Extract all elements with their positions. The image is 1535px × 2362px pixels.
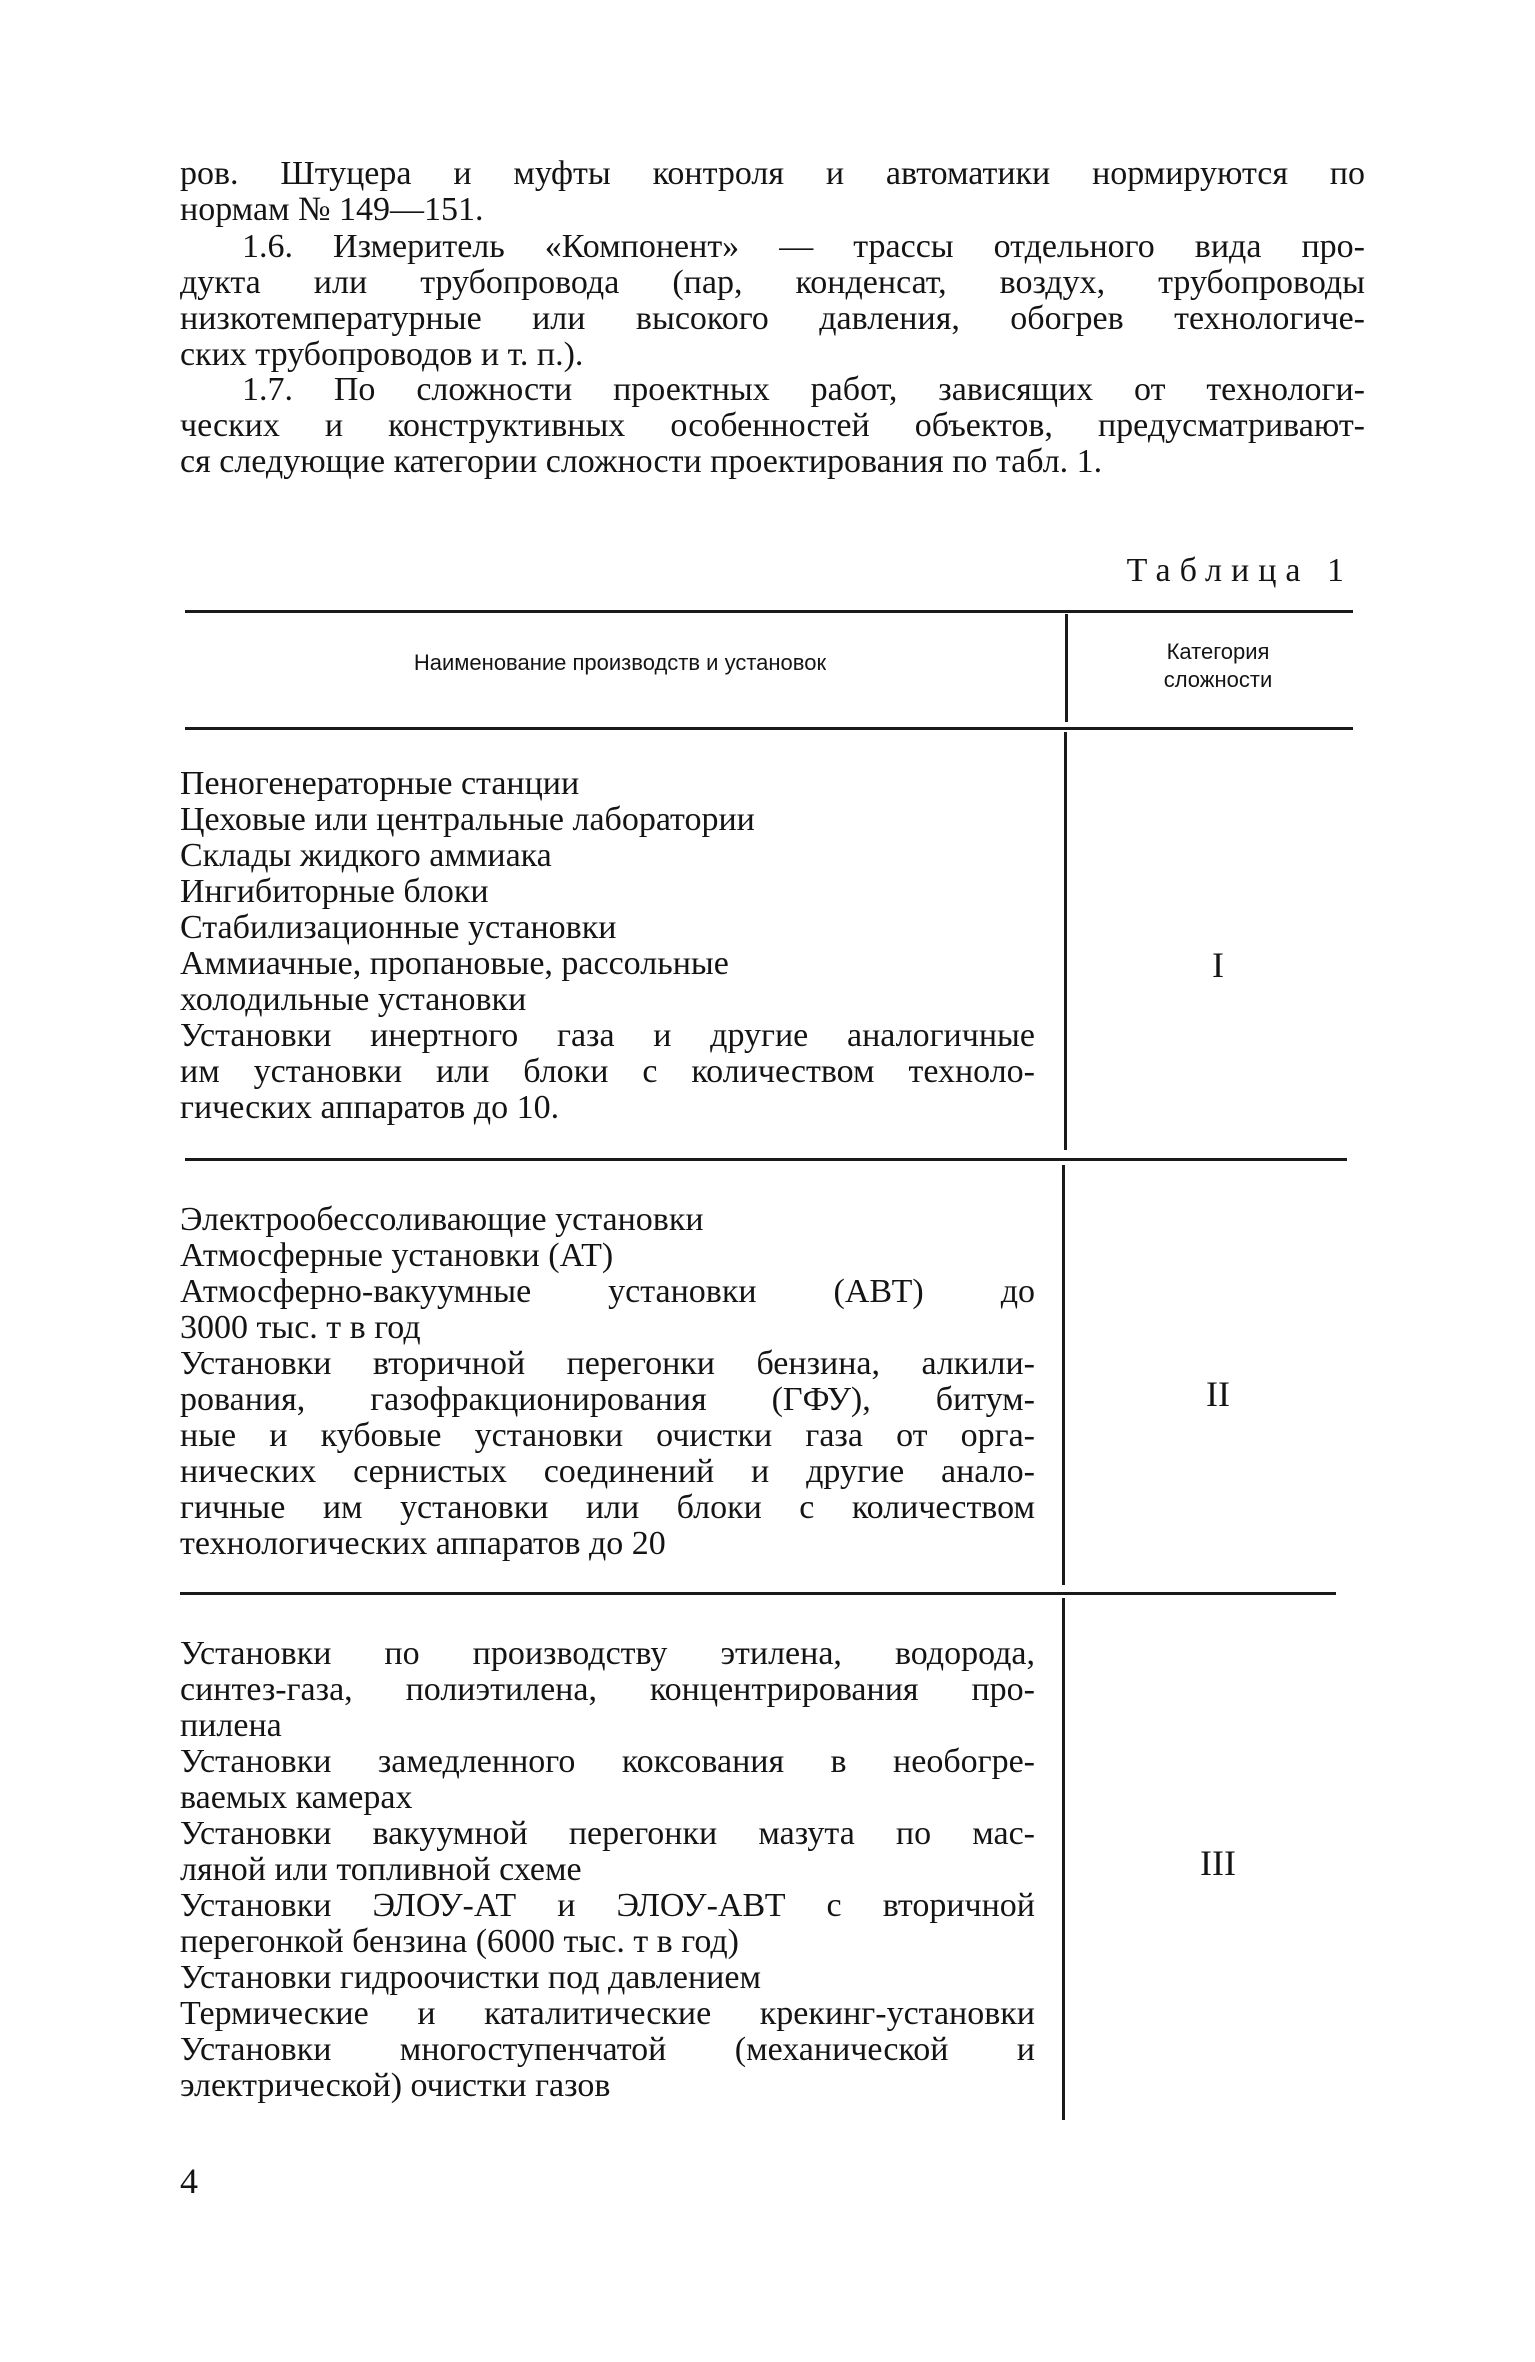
paragraph-continuation: [180, 156, 1365, 228]
table-cell-line: Установки вторичной перегонки бензина, алкили-: [180, 1345, 1035, 1382]
header-category-line: Категория: [1166, 639, 1270, 664]
table-cell-line: гических аппаратов до 10.: [180, 1089, 560, 1126]
text-line: ров. Штуцера и муфты контроля и автоматики нормируются по: [180, 155, 1365, 192]
table-caption: Таблица 1: [1126, 552, 1353, 589]
table-cell-line: Установки многоступенчатой (механической и: [180, 2031, 1035, 2068]
column-header-category: [1068, 638, 1368, 694]
table-cell-line: Пеногенераторные станции: [180, 765, 580, 802]
table-cell-line: ные и кубовые установки очистки газа от орга-: [180, 1417, 1035, 1454]
column-header-name: Наименование производств и установок: [413, 650, 827, 675]
header-bottom-rule: [185, 727, 1353, 730]
column-divider-row-1: [1064, 732, 1067, 1150]
table-cell-line: Стабилизационные установки: [180, 909, 617, 946]
page-number: 4: [180, 2161, 198, 2201]
table-row-3-category: III: [1200, 1843, 1236, 1883]
table-row-3-name: [180, 1636, 1035, 2104]
table-cell-line: пилена: [180, 1707, 282, 1744]
text-line: 1.7. По сложности проектных работ, зависящих от технологи-: [242, 371, 1365, 408]
text-line: нормам № 149—151.: [180, 191, 484, 228]
table-cell-line: Установки вакуумной перегонки мазута по мас-: [180, 1815, 1035, 1852]
paragraph-1-6: [180, 229, 1365, 373]
header-category-line: сложности: [1163, 667, 1273, 692]
table-cell-line: Установки замедленного коксования в необогре-: [180, 1743, 1035, 1780]
table-cell-line: перегонкой бензина (6000 тыс. т в год): [180, 1923, 739, 1960]
table-cell-line: им установки или блоки с количеством техноло-: [180, 1053, 1035, 1090]
table-cell-line: холодильные установки: [180, 981, 527, 1018]
table-cell-line: Установки по производству этилена, водорода,: [180, 1635, 1035, 1672]
table-cell-line: ляной или топливной схеме: [180, 1851, 582, 1888]
table-cell-line: Склады жидкого аммиака: [180, 837, 552, 874]
text-line: дукта или трубопровода (пар, конденсат, воздух, трубопроводы: [180, 264, 1365, 301]
table-cell-line: Аммиачные, пропановые, рассольные: [180, 945, 729, 982]
table-row-2-name: [180, 1202, 1035, 1562]
table-cell-line: Установки гидроочистки под давлением: [180, 1959, 761, 1996]
text-line: ческих и конструктивных особенностей объектов, предусматривают-: [180, 407, 1365, 444]
table-cell-line: Ингибиторные блоки: [180, 873, 489, 910]
text-line: ся следующие категории сложности проектирования по табл. 1.: [180, 443, 1103, 480]
table-row-1-category: I: [1212, 945, 1224, 985]
table-cell-line: нических сернистых соединений и другие анало-: [180, 1453, 1035, 1490]
table-cell-line: электрической) очистки газов: [180, 2067, 611, 2104]
table-cell-line: Цеховые или центральные лаборатории: [180, 801, 755, 838]
table-row-1-name: [180, 766, 1035, 1126]
table-cell-line: рования, газофракционирования (ГФУ), битум-: [180, 1381, 1035, 1418]
column-divider-row-3: [1062, 1598, 1065, 2120]
table-cell-line: ваемых камерах: [180, 1779, 413, 1816]
column-divider-row-2: [1062, 1165, 1065, 1585]
text-line: 1.6. Измеритель «Компонент» — трассы отдельного вида про-: [242, 228, 1365, 265]
table-top-rule: [185, 610, 1353, 613]
table-cell-line: Атмосферно-вакуумные установки (АВТ) до: [180, 1273, 1035, 1310]
table-cell-line: Термические и каталитические крекинг-установки: [180, 1995, 1035, 2032]
text-line: низкотемпературные или высокого давления, обогрев технологиче-: [180, 300, 1365, 337]
text-line: ских трубопроводов и т. п.).: [180, 336, 584, 373]
table-cell-line: Установки ЭЛОУ-АТ и ЭЛОУ-АВТ с вторичной: [180, 1887, 1035, 1924]
row-2-bottom-rule: [180, 1592, 1336, 1595]
table-cell-line: 3000 тыс. т в год: [180, 1309, 421, 1346]
table-cell-line: Электрообессоливающие установки: [180, 1201, 704, 1238]
table-cell-line: Установки инертного газа и другие аналогичные: [180, 1017, 1035, 1054]
table-cell-line: технологических аппаратов до 20: [180, 1525, 666, 1562]
table-cell-line: Атмосферные установки (АТ): [180, 1237, 614, 1274]
table-row-2-category: II: [1206, 1374, 1230, 1414]
table-cell-line: гичные им установки или блоки с количеством: [180, 1489, 1035, 1526]
paragraph-1-7: [180, 372, 1365, 480]
table-cell-line: синтез-газа, полиэтилена, концентрирования про-: [180, 1671, 1035, 1708]
row-1-bottom-rule: [185, 1158, 1347, 1161]
